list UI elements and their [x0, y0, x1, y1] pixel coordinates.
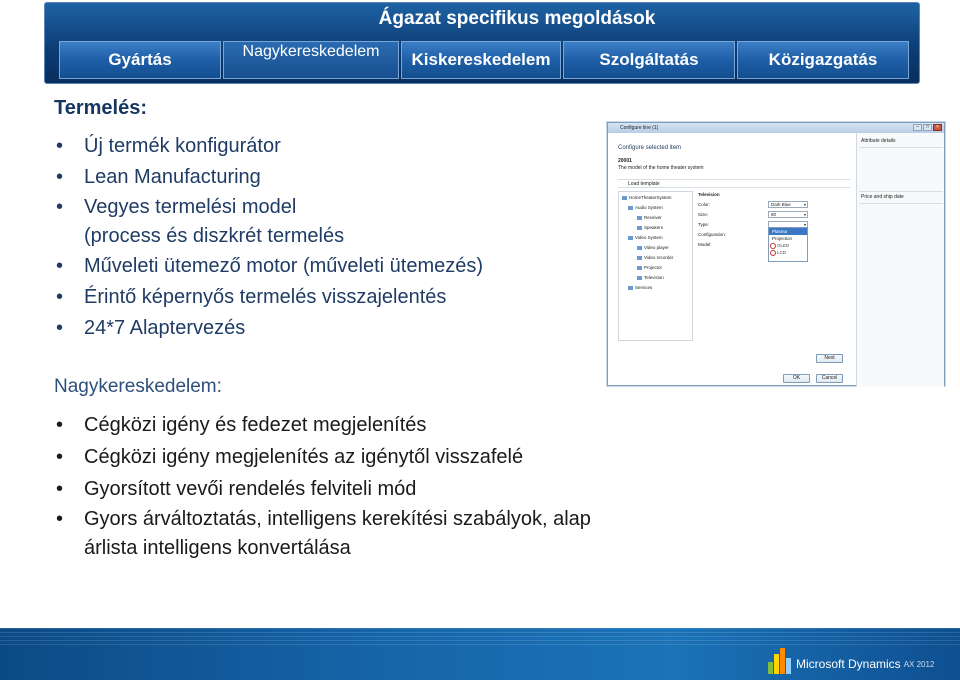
tree-node-label: Television — [644, 275, 664, 280]
list-item-text: Cégközi igény megjelenítés az igénytől visszafelé — [84, 446, 524, 468]
tab-szolgaltatas[interactable]: Szolgáltatás — [563, 41, 735, 79]
folder-icon — [628, 236, 633, 240]
prop-label: Color: — [698, 202, 711, 207]
panel-title: Television — [698, 192, 720, 197]
cancel-button[interactable]: Cancel — [816, 374, 843, 383]
list-item-text: Lean Manufacturing — [84, 166, 261, 188]
window-titlebar — [608, 123, 944, 133]
dynamics-logo-icon — [768, 646, 792, 674]
folder-icon — [628, 286, 633, 290]
list-item — [54, 473, 754, 505]
dropdown-option[interactable]: Projection — [772, 236, 793, 241]
production-title: Termelés: — [54, 97, 148, 119]
tree-node-label: Receiver — [644, 215, 662, 220]
component-tree — [618, 191, 693, 341]
prop-label: Type: — [698, 222, 710, 227]
list-item — [54, 409, 754, 441]
config-pane — [618, 137, 856, 385]
tree-node[interactable] — [628, 285, 652, 290]
microsoft-dynamics-logo — [768, 638, 934, 674]
size-select[interactable]: 60 ▾ — [768, 211, 808, 218]
minimize-icon[interactable]: – — [913, 124, 922, 131]
list-item-text: Cégközi igény és fedezet megjelenítés — [84, 414, 427, 436]
list-item-text-continued: árlista intelligens konvertálása — [84, 537, 351, 559]
component-icon — [637, 266, 642, 270]
list-item — [54, 131, 594, 162]
tree-node-label: Video recorder — [644, 255, 674, 260]
wholesale-list — [54, 409, 754, 563]
load-template-button[interactable] — [618, 179, 850, 188]
next-button[interactable]: Next — [816, 354, 843, 363]
dropdown-option-disabled: LCD — [769, 249, 807, 256]
divider — [859, 203, 943, 204]
tree-node-label: Video System — [635, 235, 663, 240]
component-icon — [637, 226, 642, 230]
tab-kiskereskedelem[interactable]: Kiskereskedelem — [401, 41, 561, 79]
tree-node[interactable] — [628, 205, 663, 210]
tree-node-label: Video player — [644, 245, 669, 250]
list-item — [54, 505, 754, 563]
list-item — [54, 282, 594, 313]
prop-label: Model: — [698, 242, 712, 247]
divider — [859, 147, 943, 148]
color-select[interactable]: Dark Blue ▾ — [768, 201, 808, 208]
list-item-text-continued: (process és diszkrét termelés — [84, 225, 345, 247]
configurator-screenshot — [607, 122, 945, 386]
tree-node-label: Projector — [644, 265, 663, 270]
list-item — [54, 251, 594, 282]
tree-node[interactable] — [637, 245, 669, 250]
type-dropdown — [768, 227, 808, 262]
wholesale-title: Nagykereskedelem: — [54, 376, 222, 397]
list-item-text: 24*7 Alaptervezés — [84, 317, 246, 339]
ok-button[interactable]: OK — [783, 374, 810, 383]
component-icon — [637, 246, 642, 250]
tree-node[interactable] — [637, 275, 664, 280]
tree-node-label: Speakers — [644, 225, 664, 230]
list-item-text: • Gyors árváltoztatás, intelligens kerekítési szabályok, alap — [84, 508, 591, 530]
brand-name: Microsoft Dynamics — [796, 657, 901, 671]
prop-label: Configuration: — [698, 232, 727, 237]
item-description: The model of the home theater system — [618, 165, 704, 171]
prop-label: Size: — [698, 212, 709, 217]
tree-node[interactable] — [628, 235, 663, 240]
tree-node[interactable] — [637, 265, 662, 270]
tab-nagykereskedelem[interactable]: Nagykereskedelem — [223, 41, 399, 79]
list-item-text: Műveleti ütemező motor (műveleti ütemezés) — [84, 255, 484, 277]
list-item-text: • Vegyes termelési model — [84, 196, 297, 218]
tree-node[interactable] — [637, 215, 662, 220]
list-item-text: Érintő képernyős termelés visszajelentés — [84, 286, 447, 308]
industry-header — [44, 2, 920, 84]
tree-node-label: Audio System — [635, 205, 663, 210]
component-icon — [637, 216, 642, 220]
tree-node[interactable] — [637, 225, 663, 230]
dropdown-option-disabled: OLED — [769, 242, 807, 249]
item-id: 20001 — [618, 158, 632, 164]
list-item — [54, 441, 754, 473]
folder-icon — [622, 196, 627, 200]
production-list — [54, 131, 594, 344]
window-title: Configure line (1) — [620, 125, 659, 131]
tree-node-label: HomeTheaterSystem — [629, 195, 672, 200]
list-item — [54, 162, 594, 193]
maximize-icon[interactable]: □ — [923, 124, 932, 131]
header-title: Ágazat specifikus megoldások — [378, 8, 656, 29]
price-ship-date-header[interactable]: Price and ship date — [861, 194, 904, 200]
details-pane — [856, 133, 944, 387]
config-heading: Configure selected item — [618, 145, 682, 151]
tab-gyartas[interactable]: Gyártás — [59, 41, 221, 79]
folder-icon — [628, 206, 633, 210]
brand-version: AX 2012 — [903, 660, 935, 669]
component-icon — [637, 276, 642, 280]
list-item — [54, 193, 594, 251]
attribute-details-header[interactable]: Attribute details — [861, 138, 896, 144]
tree-node[interactable] — [637, 255, 673, 260]
divider — [859, 191, 943, 192]
load-template-label: Load template — [628, 181, 660, 187]
tree-node[interactable] — [622, 195, 672, 200]
list-item-text: Gyorsított vevői rendelés felviteli mód — [84, 478, 417, 500]
close-icon[interactable]: × — [933, 124, 942, 131]
tree-node-label: Services — [635, 285, 653, 290]
list-item-text: Új termék konfigurátor — [84, 135, 281, 157]
dropdown-option[interactable]: Plasma — [769, 228, 807, 235]
list-item — [54, 313, 594, 344]
tab-kozigazgatas[interactable]: Közigazgatás — [737, 41, 909, 79]
component-icon — [637, 256, 642, 260]
